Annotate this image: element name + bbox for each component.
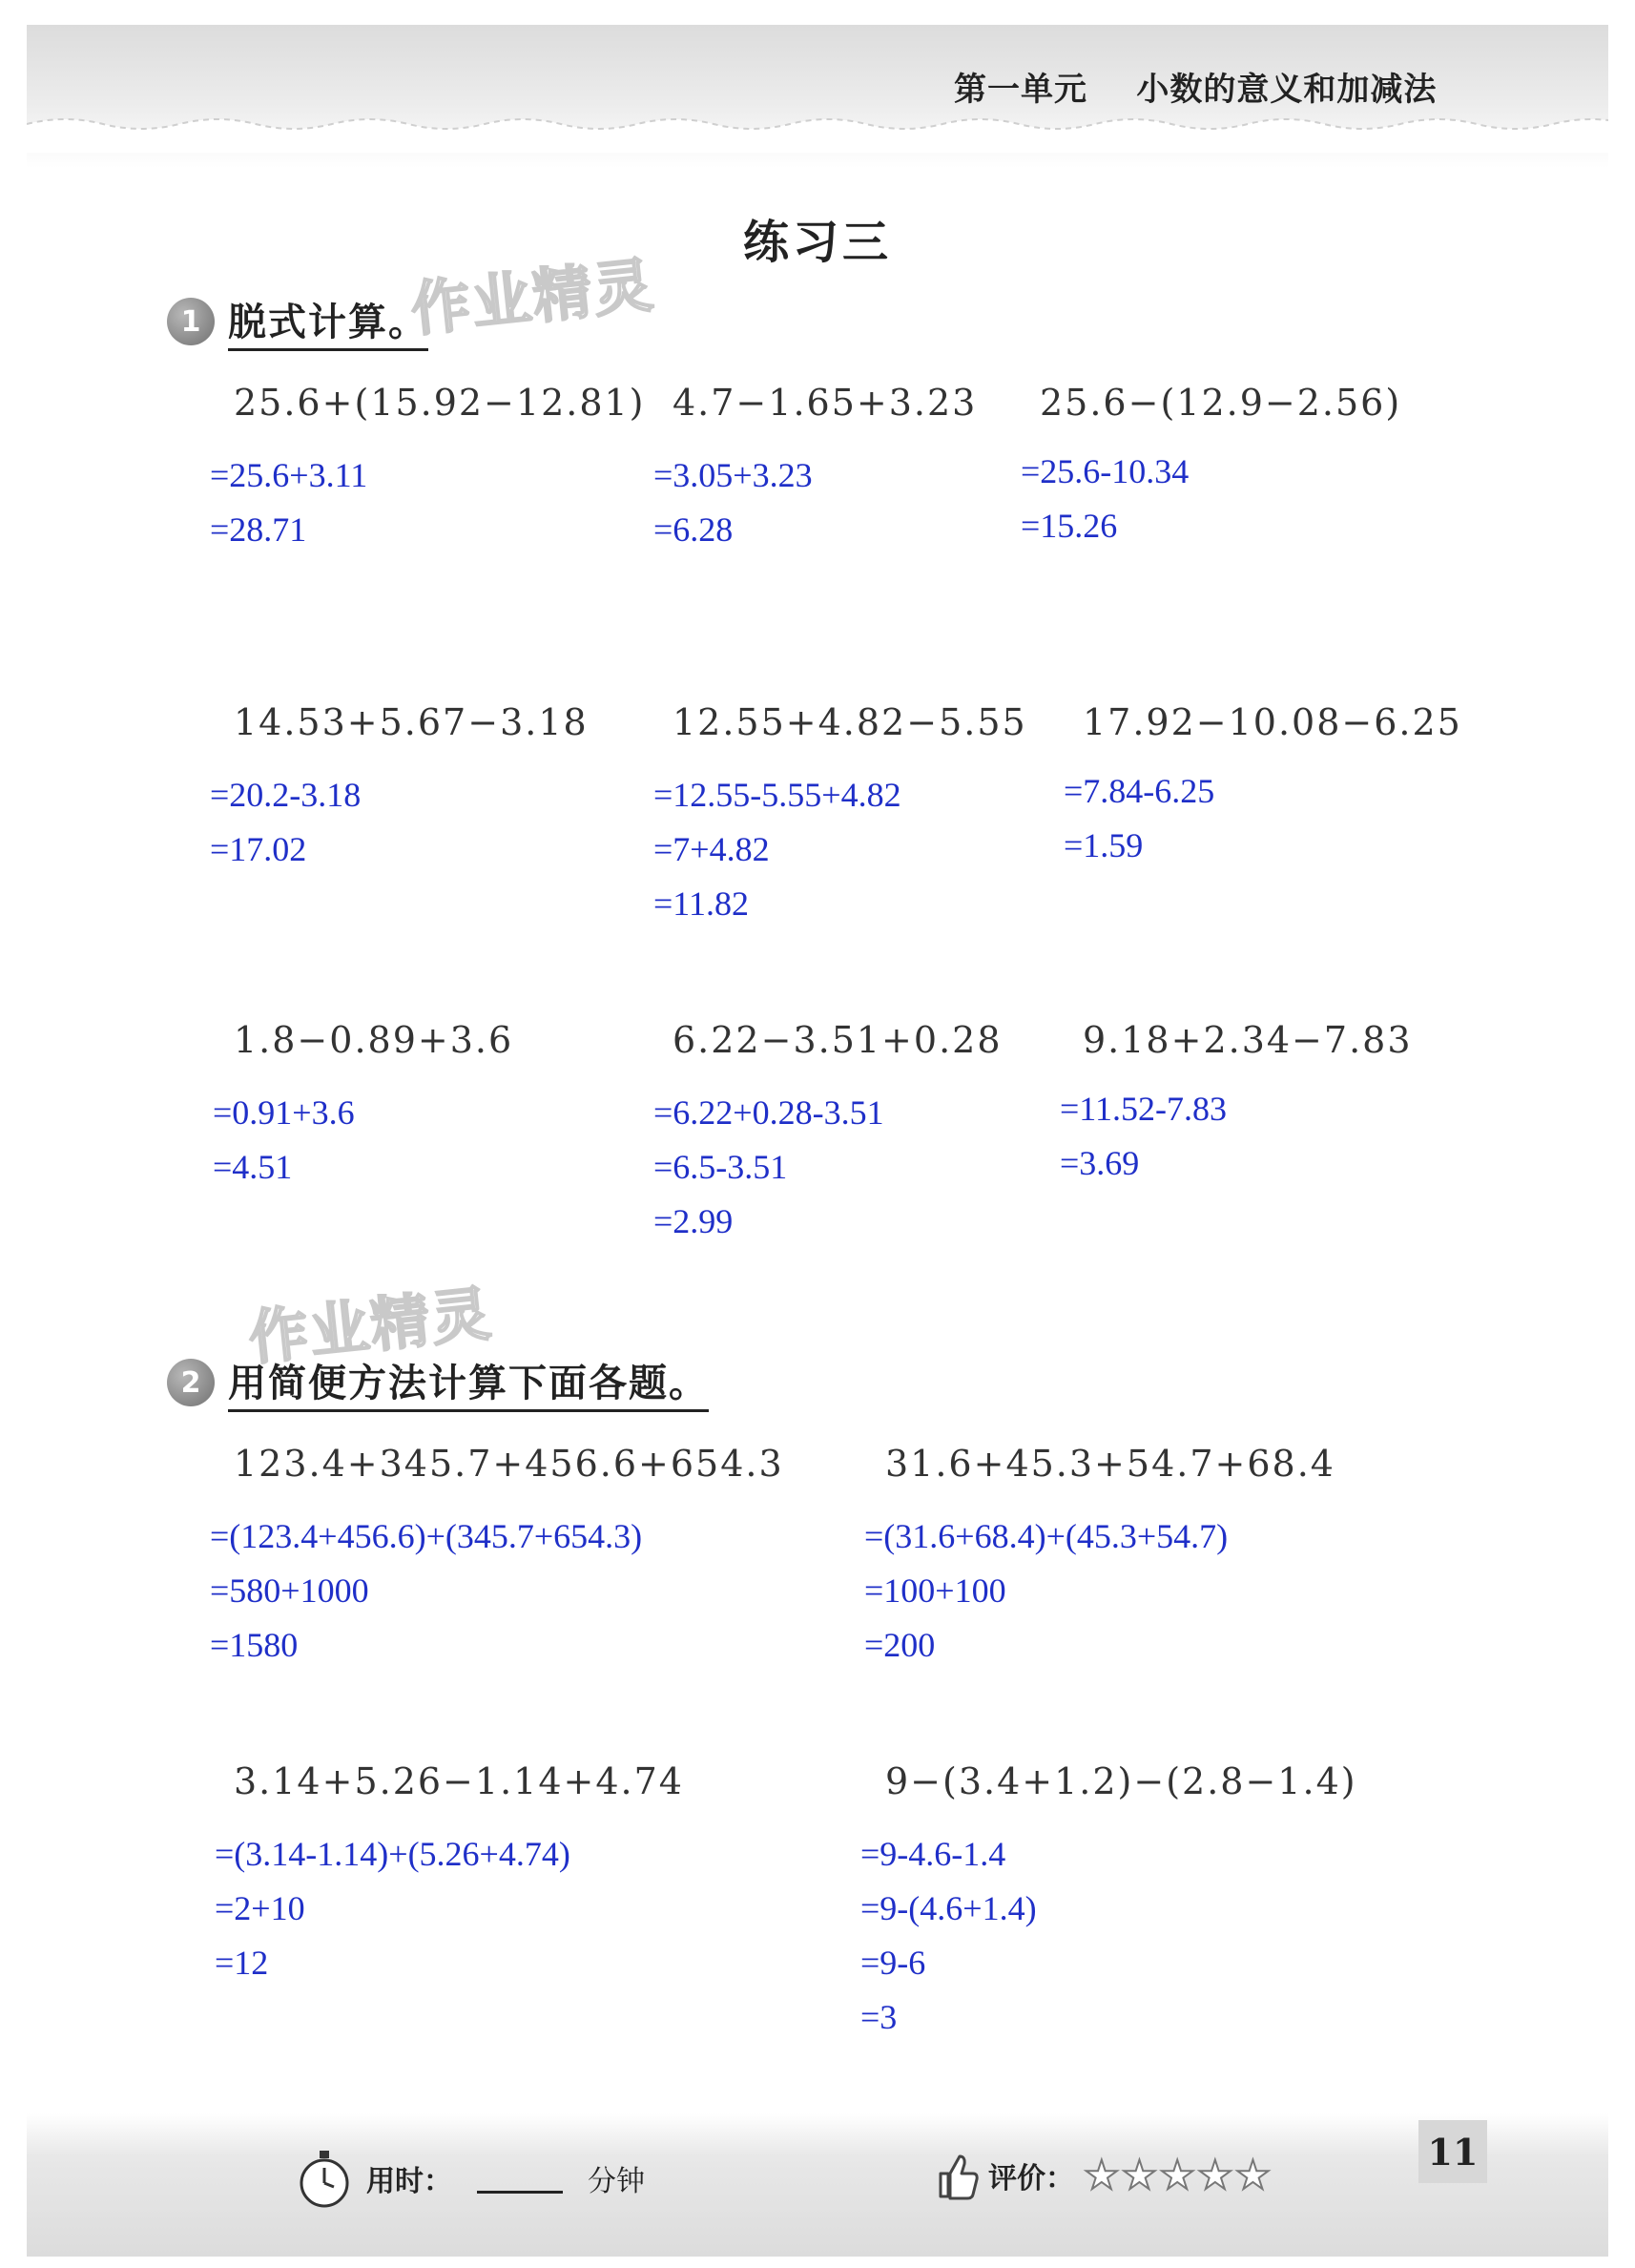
problem-expression: 17.92−10.08−6.25 xyxy=(1083,701,1462,743)
time-used xyxy=(296,2147,645,2210)
solution-step: =6.5-3.51 xyxy=(653,1148,788,1186)
problem xyxy=(213,1019,514,1195)
solution-step: =9-4.6-1.4 xyxy=(860,1835,1006,1873)
lesson-title: 练习三 xyxy=(742,216,892,269)
problem xyxy=(210,701,589,877)
solution-step: =3.05+3.23 xyxy=(653,456,813,494)
solution-step: =7.84-6.25 xyxy=(1064,772,1215,810)
rating-label: 评价： xyxy=(988,2162,1074,2195)
time-unit: 分钟 xyxy=(588,2165,645,2198)
problem-expression: 3.14+5.26−1.14+4.74 xyxy=(234,1760,684,1802)
time-label: 用时： xyxy=(366,2165,452,2198)
problem xyxy=(210,382,646,557)
stopwatch-icon xyxy=(296,2147,353,2210)
problem xyxy=(653,701,1027,931)
section-number-badge: 2 xyxy=(167,1359,215,1406)
solution-step: =12.55-5.55+4.82 xyxy=(653,776,901,814)
solution-step: =0.91+3.6 xyxy=(213,1093,355,1132)
solution-step: =12 xyxy=(215,1944,269,1982)
section-title: 脱式计算。 xyxy=(228,292,428,351)
solution-step: =11.52-7.83 xyxy=(1060,1090,1227,1128)
solution-step: =25.6-10.34 xyxy=(1021,452,1190,490)
footer-band xyxy=(27,2113,1608,2257)
solution-step: =7+4.82 xyxy=(653,830,770,868)
section-title: 用简便方法计算下面各题。 xyxy=(228,1353,709,1412)
problem-expression: 4.7−1.65+3.23 xyxy=(673,382,978,424)
solution-step: =9-(4.6+1.4) xyxy=(860,1889,1037,1927)
solution-step: =3.69 xyxy=(1060,1144,1140,1182)
problem-expression: 31.6+45.3+54.7+68.4 xyxy=(885,1443,1335,1485)
problem xyxy=(653,382,978,557)
problem xyxy=(653,1019,1003,1249)
problem-expression: 12.55+4.82−5.55 xyxy=(673,701,1027,743)
solution-step: =11.82 xyxy=(653,884,749,923)
problem-expression: 9.18+2.34−7.83 xyxy=(1083,1019,1413,1061)
solution-step: =1.59 xyxy=(1064,826,1144,864)
solution-step: =20.2-3.18 xyxy=(210,776,362,814)
solution-step: =(123.4+456.6)+(345.7+654.3) xyxy=(210,1517,643,1555)
problem xyxy=(1021,382,1402,553)
solution-step: =580+1000 xyxy=(210,1571,369,1610)
solution-step: =2.99 xyxy=(653,1202,734,1240)
solution-step: =1580 xyxy=(210,1626,299,1664)
problem-expression: 25.6+(15.92−12.81) xyxy=(234,382,646,424)
solution-step: =200 xyxy=(864,1626,936,1664)
section-2-heading xyxy=(167,1353,709,1412)
watermark: 作业精灵 xyxy=(245,1278,496,1374)
star-icon[interactable]: ★ xyxy=(1121,2152,1158,2198)
solution-step: =6.28 xyxy=(653,510,734,549)
problem-expression: 14.53+5.67−3.18 xyxy=(234,701,589,743)
star-icon[interactable]: ★ xyxy=(1159,2152,1195,2198)
solution-step: =17.02 xyxy=(210,830,307,868)
solution-step: =100+100 xyxy=(864,1571,1006,1610)
problem-expression: 25.6−(12.9−2.56) xyxy=(1040,382,1402,424)
solution-step: =9-6 xyxy=(860,1944,926,1982)
solution-step: =28.71 xyxy=(210,510,307,549)
section-1-heading xyxy=(167,292,428,351)
problem xyxy=(864,1443,1335,1673)
problem-expression: 9−(3.4+1.2)−(2.8−1.4) xyxy=(885,1760,1357,1802)
problem-expression: 123.4+345.7+456.6+654.3 xyxy=(234,1443,784,1485)
time-blank[interactable] xyxy=(477,2164,563,2194)
problem xyxy=(1064,701,1462,873)
watermark: 作业精灵 xyxy=(407,249,658,345)
solution-step: =25.6+3.11 xyxy=(210,456,368,494)
star-icon[interactable]: ★ xyxy=(1234,2152,1272,2198)
solution-step: =3 xyxy=(860,1998,898,2036)
problem xyxy=(215,1760,684,1990)
self-rating xyxy=(935,2151,1271,2200)
solution-step: =15.26 xyxy=(1021,507,1118,545)
solution-step: =2+10 xyxy=(215,1889,305,1927)
problem xyxy=(1060,1019,1413,1191)
page-number: 11 xyxy=(1418,2120,1487,2183)
unit-title: 第一单元 小数的意义和加减法 xyxy=(954,71,1438,109)
solution-step: =6.22+0.28-3.51 xyxy=(653,1093,884,1132)
problem xyxy=(860,1760,1357,2045)
thumbs-up-icon xyxy=(935,2151,979,2200)
star-icon[interactable]: ★ xyxy=(1084,2152,1120,2198)
section-number-badge: 1 xyxy=(167,298,215,345)
problem-expression: 6.22−3.51+0.28 xyxy=(673,1019,1003,1061)
solution-step: =(31.6+68.4)+(45.3+54.7) xyxy=(864,1517,1229,1555)
solution-step: =(3.14-1.14)+(5.26+4.74) xyxy=(215,1835,570,1873)
solution-step: =4.51 xyxy=(213,1148,293,1186)
star-icon[interactable]: ★ xyxy=(1196,2152,1233,2198)
problem xyxy=(210,1443,784,1673)
problem-expression: 1.8−0.89+3.6 xyxy=(234,1019,514,1061)
header-wave-decoration xyxy=(27,114,1608,153)
rating-stars[interactable] xyxy=(1084,2152,1272,2198)
